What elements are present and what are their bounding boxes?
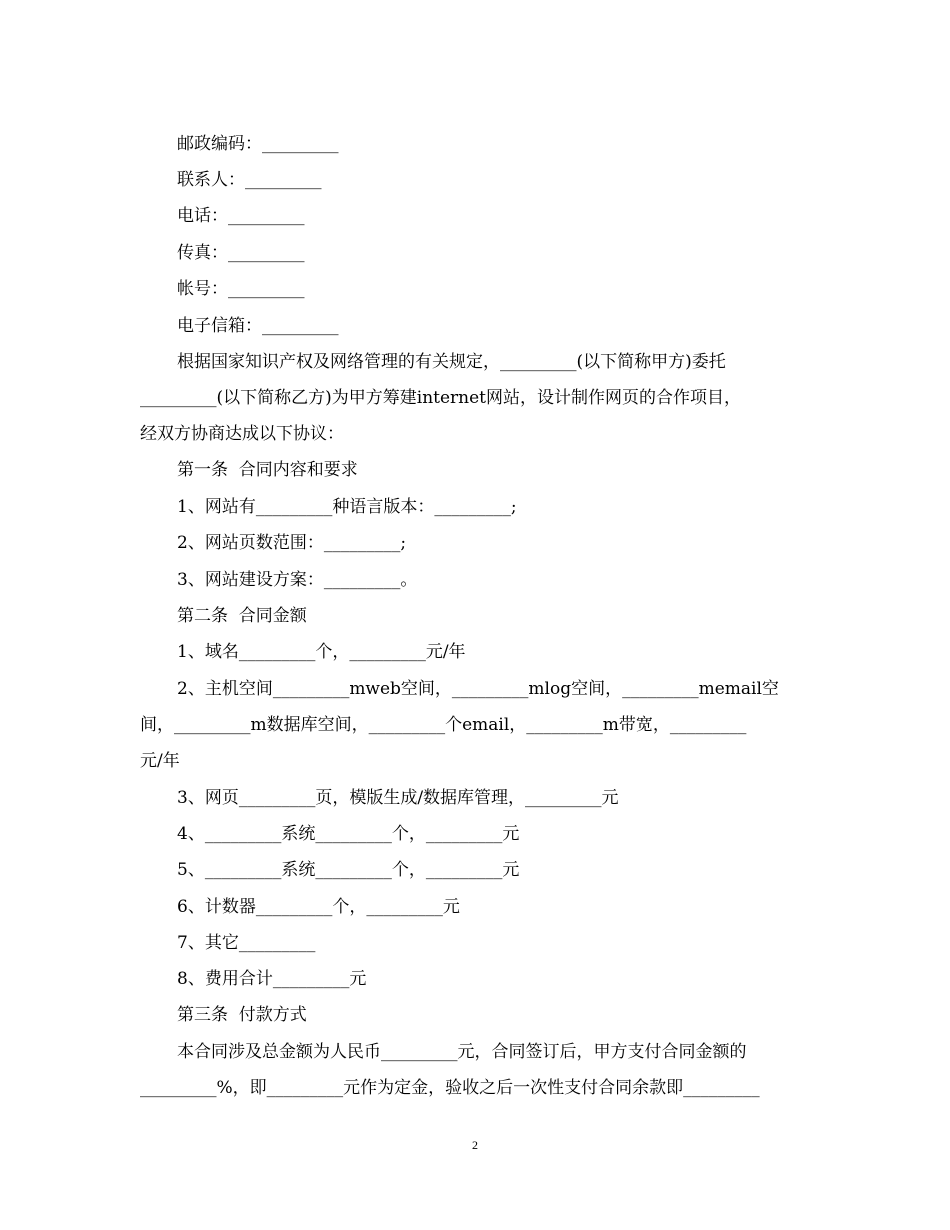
contact-person-line: 联系人：_________	[177, 170, 322, 190]
article-3-heading: 第三条 付款方式	[177, 1005, 307, 1025]
account-line: 帐号：_________	[177, 279, 305, 299]
article-2-item-8: 8、费用合计_________元	[177, 969, 367, 989]
article-2-heading: 第二条 合同金额	[177, 606, 307, 626]
article-2-item-2-line-2: 间，_________m数据库空间，_________个email，_________m带宽，_________	[140, 715, 747, 735]
article-2-item-2-line-3: 元/年	[140, 751, 180, 771]
postal-code-line: 邮政编码：_________	[177, 134, 339, 154]
article-2-item-4: 4、_________系统_________个，_________元	[177, 824, 520, 844]
page-number: 2	[472, 1138, 478, 1152]
article-1-item-3: 3、网站建设方案：_________。	[177, 570, 418, 590]
payment-paragraph-line-2: _________%，即_________元作为定金，验收之后一次性支付合同余款即_________	[140, 1078, 760, 1098]
article-2-item-7: 7、其它_________	[177, 933, 316, 953]
article-2-item-5: 5、_________系统_________个，_________元	[177, 860, 520, 880]
article-2-item-1: 1、域名_________个，_________元/年	[177, 642, 466, 662]
email-line: 电子信箱：_________	[177, 316, 339, 336]
intro-paragraph-line-1: 根据国家知识产权及网络管理的有关规定，_________(以下简称甲方)委托	[177, 352, 726, 372]
payment-paragraph-line-1: 本合同涉及总金额为人民币_________元，合同签订后，甲方支付合同金额的	[177, 1042, 747, 1062]
article-1-heading: 第一条 合同内容和要求	[177, 460, 358, 480]
article-2-item-3: 3、网页_________页，模版生成/数据库管理，_________元	[177, 788, 619, 808]
phone-line: 电话：_________	[177, 206, 305, 226]
intro-paragraph-line-3: 经双方协商达成以下协议：	[140, 424, 344, 444]
article-2-item-6: 6、计数器_________个，_________元	[177, 897, 460, 917]
article-1-item-1: 1、网站有_________种语言版本：_________;	[177, 497, 517, 517]
fax-line: 传真：_________	[177, 243, 305, 263]
intro-paragraph-line-2: _________(以下简称乙方)为甲方筹建internet网站，设计制作网页的合作项目，	[140, 388, 742, 408]
article-2-item-2-line-1: 2、主机空间_________mweb空间，_________mlog空间，_________memail空	[177, 679, 779, 699]
article-1-item-2: 2、网站页数范围：_________;	[177, 533, 407, 553]
